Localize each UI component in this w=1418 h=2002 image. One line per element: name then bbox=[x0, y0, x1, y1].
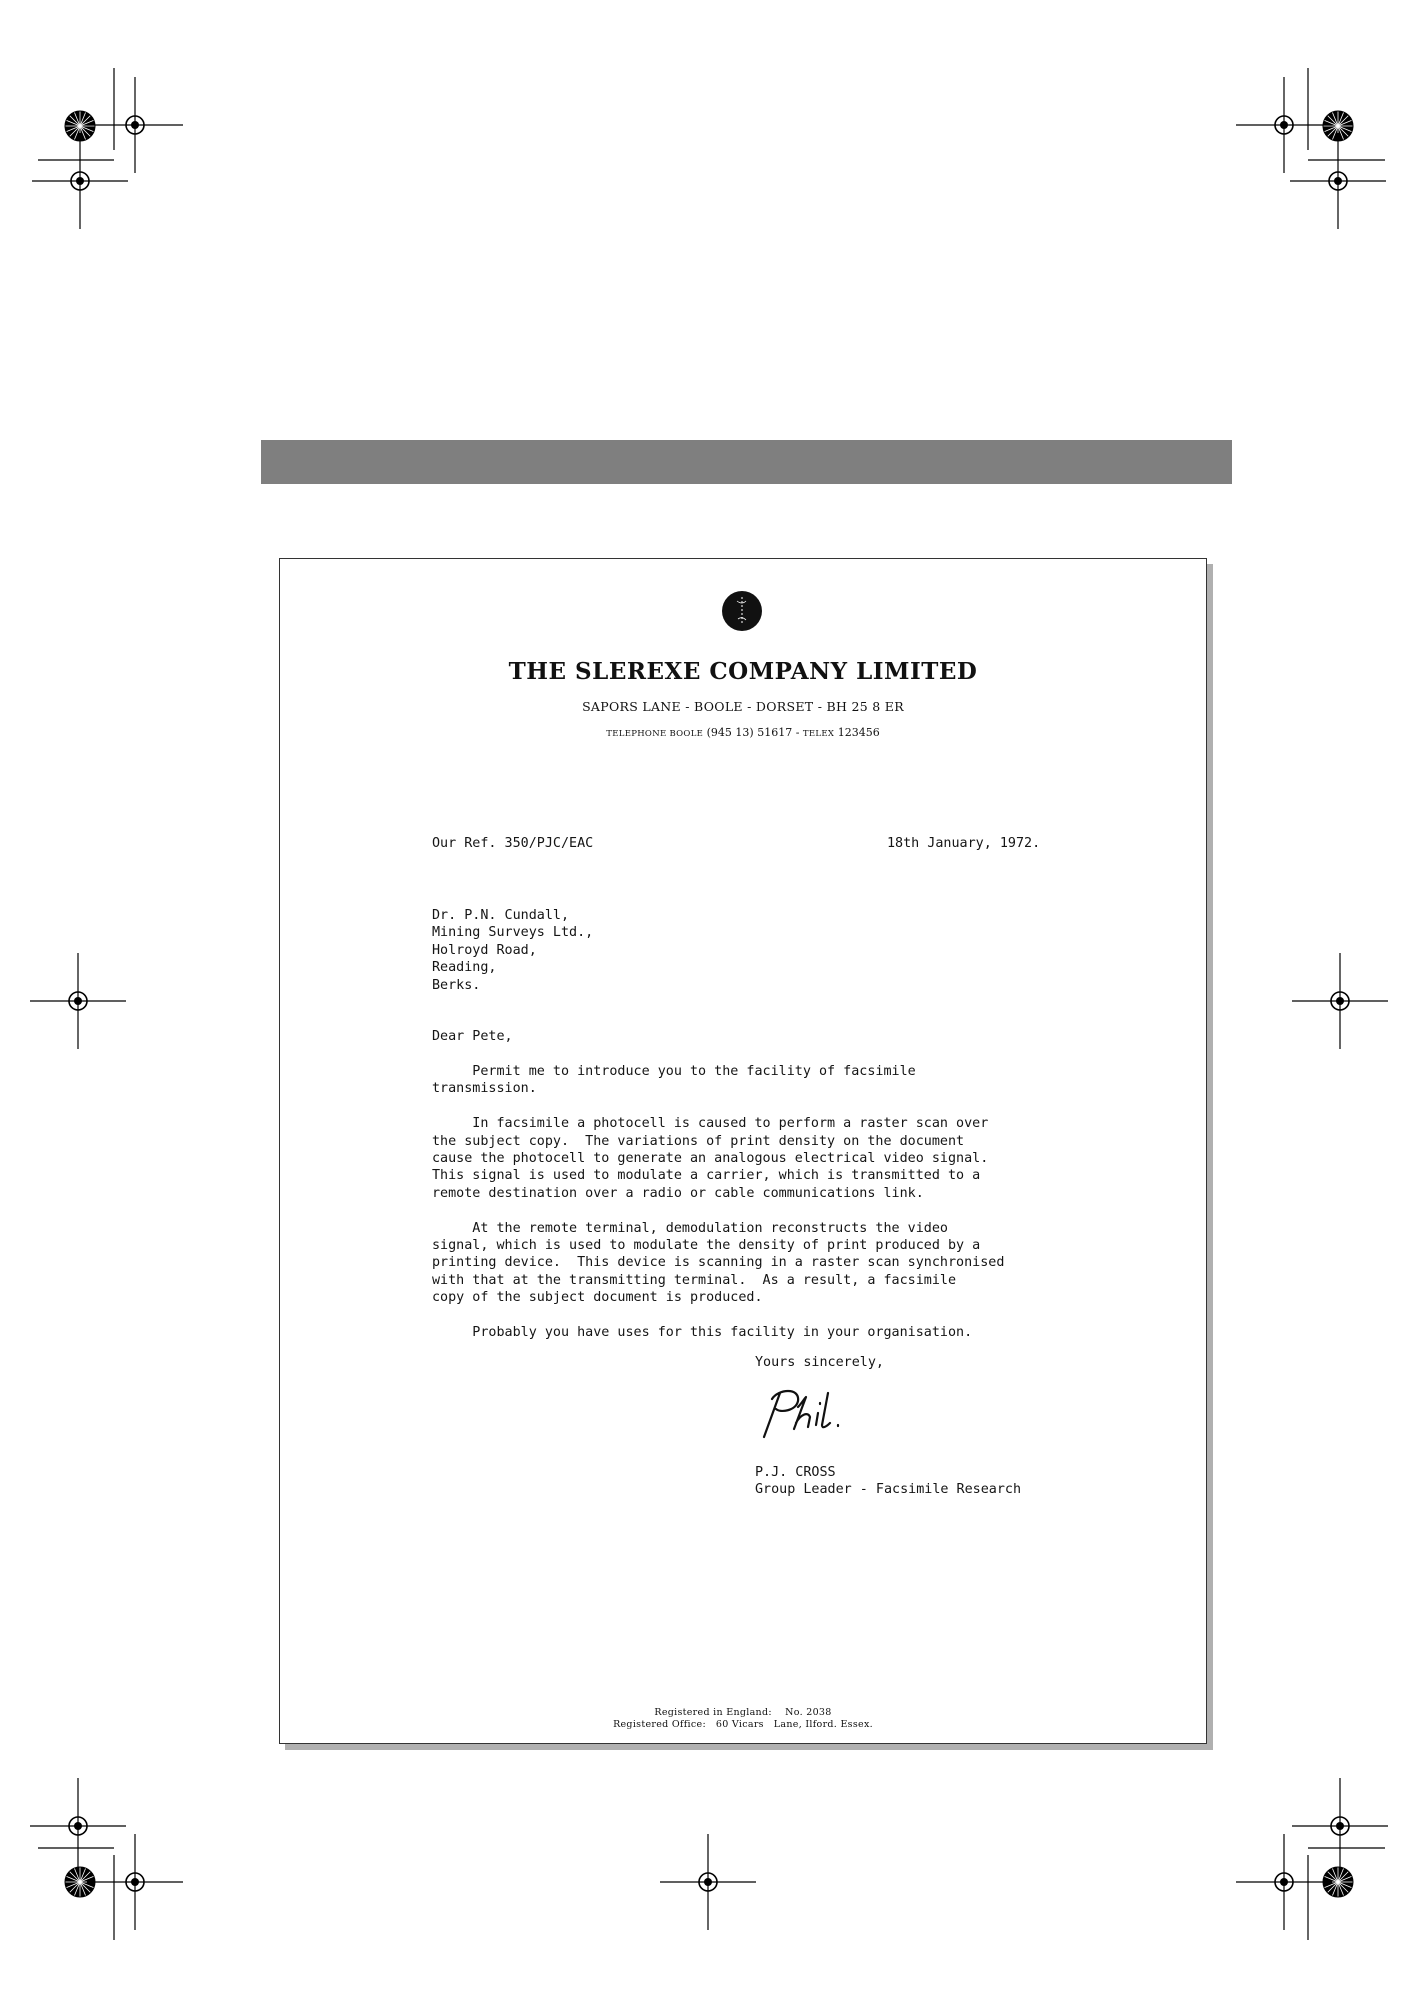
recipient-address: Dr. P.N. Cundall, Mining Surveys Ltd., Holroyd Road, Reading, Berks. bbox=[432, 908, 594, 993]
salutation: Dear Pete, bbox=[432, 1029, 513, 1044]
header-band bbox=[261, 440, 1232, 484]
contact-separator: - bbox=[792, 726, 803, 739]
telex-label: TELEX bbox=[802, 729, 835, 739]
crosshair-mark bbox=[1290, 133, 1386, 229]
signature bbox=[750, 1379, 870, 1449]
letter-body: Permit me to introduce you to the facility of facsimile transmission. In facsimile a photocell is caused to perform a raster scan over the subject copy. The variations of print density on the document cause the photocell to generate an analogous electrical video signal. This signal is used to modulate a carrier, which is transmitted to a remote destination over a radio or cable communications link. At the remote terminal, demodulation reconstructs the video signal, which is used to modulate the density of print produced by a printing device. This device is scanning in a raster scan synchronised with that at the transmitting terminal. As a result, a facsimile copy of the subject document is produced. Probably you have uses for this facility in your organisation. bbox=[432, 1064, 1005, 1341]
telephone-label: TELEPHONE BOOLE bbox=[606, 729, 704, 739]
crosshair-mark bbox=[1292, 953, 1388, 1049]
registration-footer bbox=[280, 1707, 1206, 1731]
letter-reference: Our Ref. 350/PJC/EAC bbox=[432, 836, 594, 851]
signer-details: P.J. CROSS Group Leader - Facsimile Research bbox=[755, 1465, 1022, 1498]
closing: Yours sincerely, bbox=[755, 1355, 884, 1370]
telephone-number: (945 13) 51617 bbox=[706, 726, 793, 739]
letter-date: 18th January, 1972. bbox=[887, 836, 1041, 851]
company-logo-icon bbox=[720, 589, 764, 633]
crosshair-mark bbox=[30, 1778, 126, 1874]
company-name: THE SLEREXE COMPANY LIMITED bbox=[508, 658, 978, 685]
footer-line-1: Registered in England: No. 2038 bbox=[654, 1707, 832, 1718]
telex-number: 123456 bbox=[837, 726, 880, 739]
crosshair-mark bbox=[1292, 1778, 1388, 1874]
crosshair-mark bbox=[660, 1834, 756, 1930]
crosshair-mark bbox=[87, 77, 183, 173]
letter-page bbox=[279, 558, 1207, 1744]
company-contact bbox=[280, 726, 1206, 739]
crosshair-mark bbox=[1236, 77, 1332, 173]
company-address: SAPORS LANE - BOOLE - DORSET - BH 25 8 ER bbox=[582, 699, 904, 714]
footer-line-2: Registered Office: 60 Vicars Lane, Ilford. Essex. bbox=[613, 1719, 873, 1730]
crosshair-mark bbox=[30, 953, 126, 1049]
